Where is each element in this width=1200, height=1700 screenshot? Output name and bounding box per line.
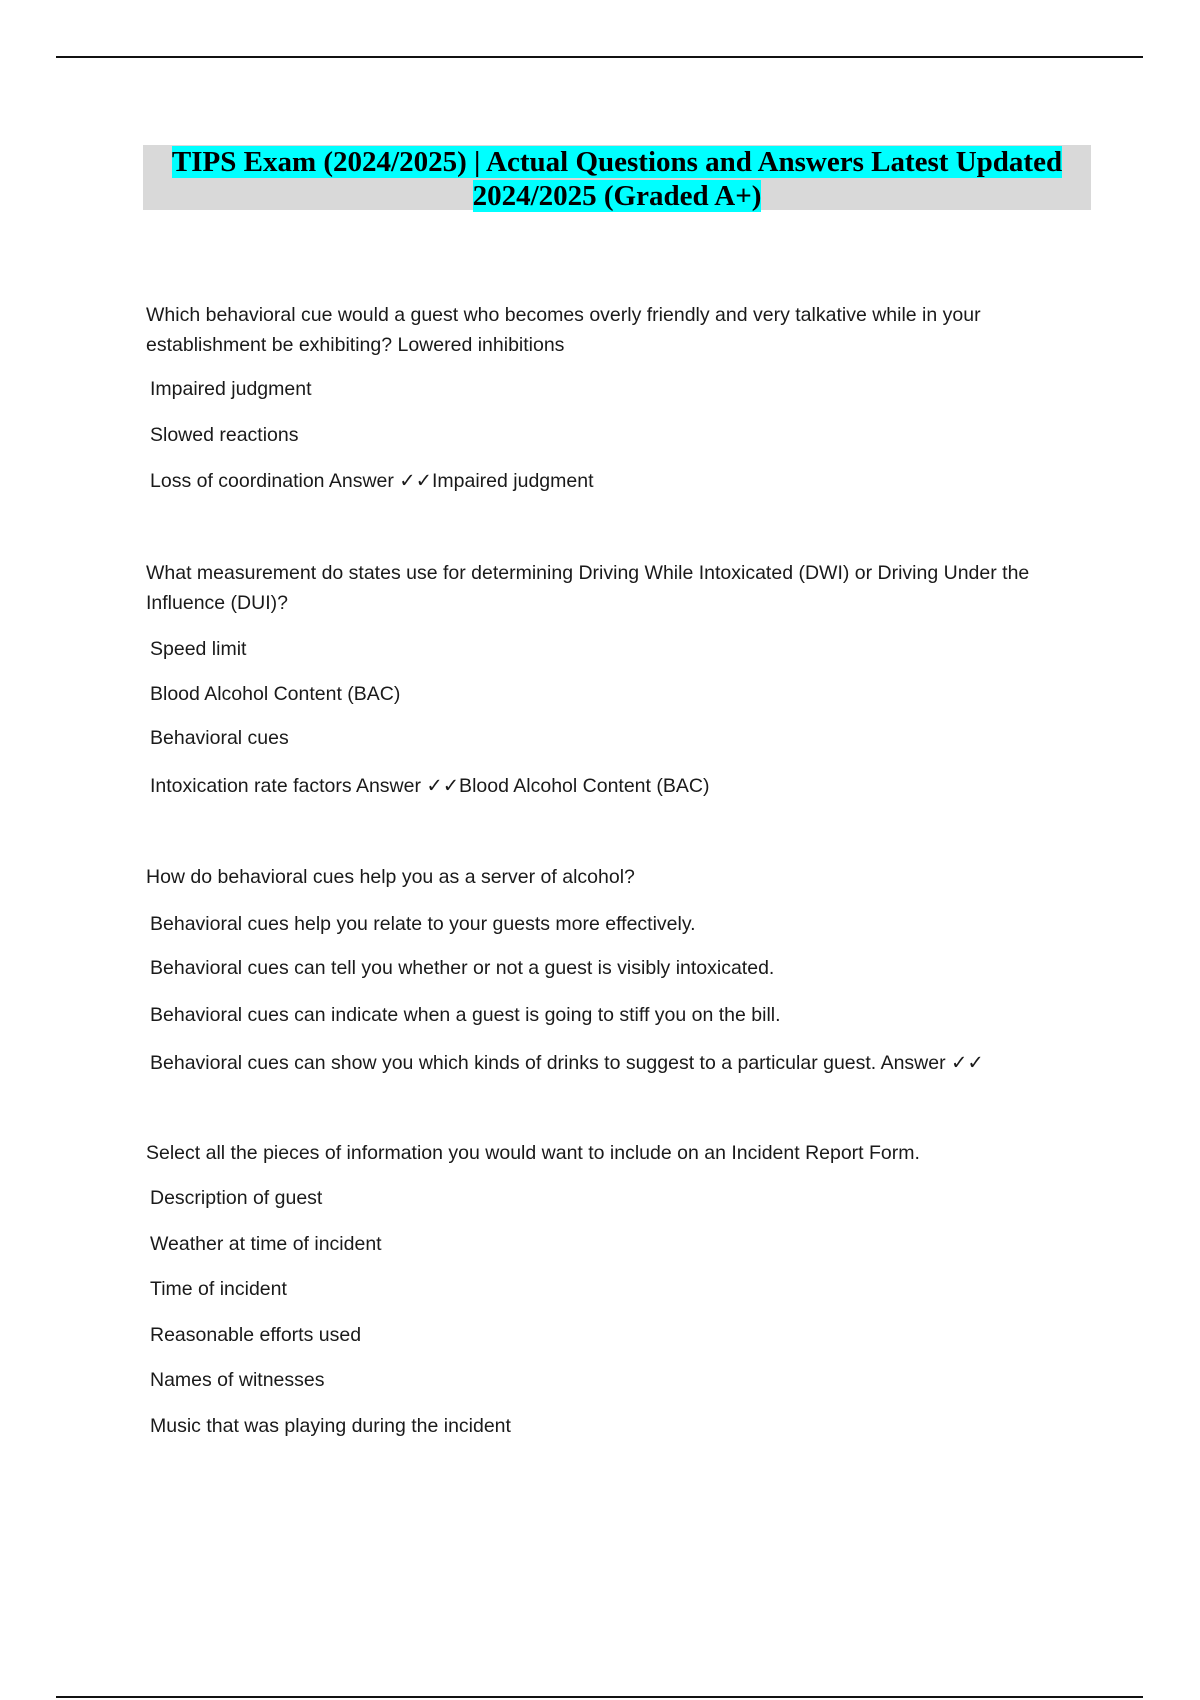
question-3-option-1: Behavioral cues help you relate to your guests more effectively. bbox=[150, 913, 696, 935]
question-1-option-2: Slowed reactions bbox=[150, 424, 299, 446]
question-3-option-3: Behavioral cues can indicate when a guest is going to stiff you on the bill. bbox=[150, 1004, 781, 1026]
title-line-2: 2024/2025 (Graded A+) bbox=[472, 180, 762, 212]
question-3: How do behavioral cues help you as a server of alcohol? bbox=[146, 866, 635, 888]
title-line-1: TIPS Exam (2024/2025) | Actual Questions and Answers Latest Updated bbox=[171, 146, 1063, 178]
question-3-option-2: Behavioral cues can tell you whether or not a guest is visibly intoxicated. bbox=[150, 957, 775, 979]
question-2-option-3: Behavioral cues bbox=[150, 727, 289, 749]
question-4-option-3: Time of incident bbox=[150, 1278, 287, 1300]
question-2: What measurement do states use for determining Driving While Intoxicated (DWI) or Driving Under the Influence (DUI)? bbox=[146, 562, 1030, 614]
question-1-option-3: Loss of coordination Answer ✓✓Impaired judgment bbox=[150, 470, 594, 492]
bottom-rule bbox=[56, 1696, 1143, 1698]
question-1-option-1: Impaired judgment bbox=[150, 378, 312, 400]
question-4-option-6: Music that was playing during the incident bbox=[150, 1415, 511, 1437]
question-2-option-1: Speed limit bbox=[150, 638, 247, 660]
question-1: Which behavioral cue would a guest who becomes overly friendly and very talkative while in your establishment be exhibiting? Lowered inhibitions bbox=[146, 304, 981, 356]
question-2-option-4: Intoxication rate factors Answer ✓✓Blood Alcohol Content (BAC) bbox=[150, 775, 710, 797]
top-rule bbox=[56, 56, 1143, 58]
question-4-option-2: Weather at time of incident bbox=[150, 1233, 382, 1255]
question-4: Select all the pieces of information you would want to include on an Incident Report Form. bbox=[146, 1142, 920, 1164]
question-4-option-1: Description of guest bbox=[150, 1187, 323, 1209]
question-2-option-2: Blood Alcohol Content (BAC) bbox=[150, 683, 401, 705]
question-3-option-4: Behavioral cues can show you which kinds of drinks to suggest to a particular guest. Answer ✓✓ bbox=[150, 1052, 984, 1074]
question-4-option-5: Names of witnesses bbox=[150, 1369, 325, 1391]
question-4-option-4: Reasonable efforts used bbox=[150, 1324, 362, 1346]
document-title bbox=[143, 145, 1091, 210]
